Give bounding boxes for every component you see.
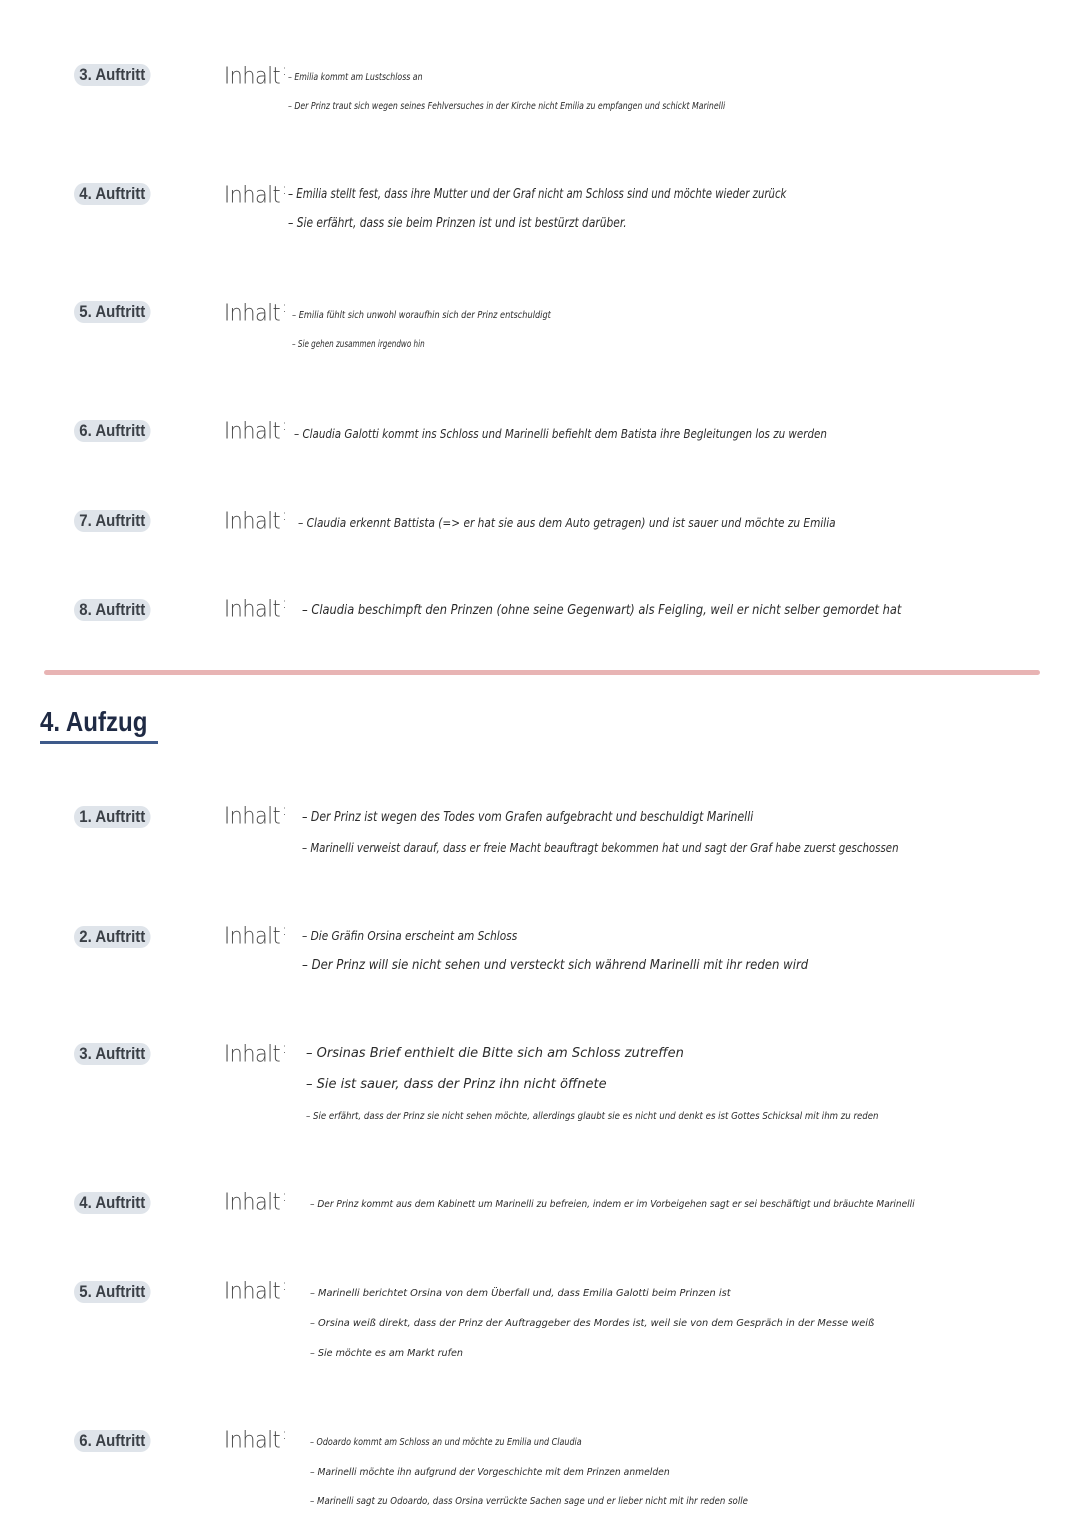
scene-line: – Sie erfährt, dass sie beim Prinzen ist und ist bestürzt darüber. — [288, 216, 627, 231]
scene-number: 5. Auftritt — [74, 301, 150, 323]
section-title-underline — [40, 741, 158, 744]
scene-line: – Marinelli berichtet Orsina von dem Überfall und, dass Emilia Galotti beim Prinzen ist — [310, 1288, 731, 1299]
scene-number: 6. Auftritt — [74, 1430, 150, 1452]
scene-number: 8. Auftritt — [74, 599, 150, 621]
scene-line: – Claudia beschimpft den Prinzen (ohne seine Gegenwart) als Feigling, weil er nicht selber gemordet hat — [302, 603, 902, 618]
scene-number: 6. Auftritt — [74, 420, 150, 442]
scene-line: – Emilia fühlt sich unwohl woraufhin sich der Prinz entschuldigt — [292, 310, 551, 321]
scene-line: – Der Prinz kommt aus dem Kabinett um Marinelli zu befreien, indem er im Vorbeigehen sagt er sei beschäftigt und bräuchte Marinelli — [310, 1199, 915, 1210]
scene-line: – Claudia Galotti kommt ins Schloss und Marinelli befiehlt dem Batista ihre Begleitungen los zu werden — [294, 427, 827, 441]
scene-number: 3. Auftritt — [74, 64, 150, 86]
scene-line: – Sie möchte es am Markt rufen — [310, 1348, 464, 1359]
scene-number: 4. Auftritt — [74, 183, 150, 205]
scene-line: – Marinelli möchte ihn aufgrund der Vorgeschichte mit dem Prinzen anmelden — [310, 1467, 670, 1478]
scene-line: – Der Prinz traut sich wegen seines Fehlversuches in der Kirche nicht Emilia zu empfangen und schickt Marinelli — [288, 101, 726, 112]
scene-line: – Marinelli verweist darauf, dass er freie Macht beauftragt bekommen hat und sagt der Graf habe zuerst geschossen — [302, 841, 899, 855]
inhalt-label: Inhalt : — [224, 297, 287, 327]
inhalt-label: Inhalt : — [224, 920, 287, 950]
scene-line: – Emilia kommt am Lustschloss an — [288, 72, 423, 83]
scene-line: – Sie gehen zusammen irgendwo hin — [292, 339, 425, 350]
scene-line: – Orsinas Brief enthielt die Bitte sich am Schloss zutreffen — [306, 1046, 684, 1061]
scene-line: – Emilia stellt fest, dass ihre Mutter und der Graf nicht am Schloss sind und möchte wieder zurück — [288, 187, 787, 202]
scene-line: – Sie erfährt, dass der Prinz sie nicht sehen möchte, allerdings glaubt sie es nicht und denkt es ist Gottes Schicksal mit ihm zu reden — [306, 1111, 879, 1122]
scene-line: – Odoardo kommt am Schloss an und möchte zu Emilia und Claudia — [310, 1437, 582, 1448]
scene-line: – Sie ist sauer, dass der Prinz ihn nicht öffnete — [306, 1077, 607, 1092]
scene-line: – Claudia erkennt Battista (=> er hat sie aus dem Auto getragen) und ist sauer und möchte zu Emilia — [298, 516, 836, 530]
section-title: 4. Aufzug — [40, 706, 148, 737]
inhalt-label: Inhalt : — [224, 1424, 287, 1454]
inhalt-label: Inhalt : — [224, 505, 287, 535]
scene-line: – Orsina weiß direkt, dass der Prinz der Auftraggeber des Mordes ist, weil sie von dem Gespräch in der Messe weiß — [310, 1318, 875, 1329]
scene-number: 1. Auftritt — [74, 806, 150, 828]
scene-line: – Der Prinz ist wegen des Todes vom Grafen aufgebracht und beschuldigt Marinelli — [302, 810, 754, 825]
scene-line: – Marinelli sagt zu Odoardo, dass Orsina verrückte Sachen sage und er lieber nicht mit ihr reden solle — [310, 1496, 748, 1507]
inhalt-label: Inhalt : — [224, 1275, 287, 1305]
scene-number: 3. Auftritt — [74, 1043, 150, 1065]
inhalt-label: Inhalt : — [224, 1186, 287, 1216]
inhalt-label: Inhalt : — [224, 60, 287, 90]
inhalt-label: Inhalt : — [224, 415, 287, 445]
scene-line: – Die Gräfin Orsina erscheint am Schloss — [302, 929, 518, 943]
section-divider — [44, 670, 1040, 675]
inhalt-label: Inhalt : — [224, 593, 287, 623]
scene-number: 2. Auftritt — [74, 926, 150, 948]
inhalt-label: Inhalt : — [224, 1038, 287, 1068]
scene-number: 5. Auftritt — [74, 1281, 150, 1303]
scene-number: 4. Auftritt — [74, 1192, 150, 1214]
scene-line: – Der Prinz will sie nicht sehen und versteckt sich während Marinelli mit ihr reden wird — [302, 958, 809, 973]
scene-number: 7. Auftritt — [74, 510, 150, 532]
inhalt-label: Inhalt : — [224, 179, 287, 209]
inhalt-label: Inhalt : — [224, 800, 287, 830]
